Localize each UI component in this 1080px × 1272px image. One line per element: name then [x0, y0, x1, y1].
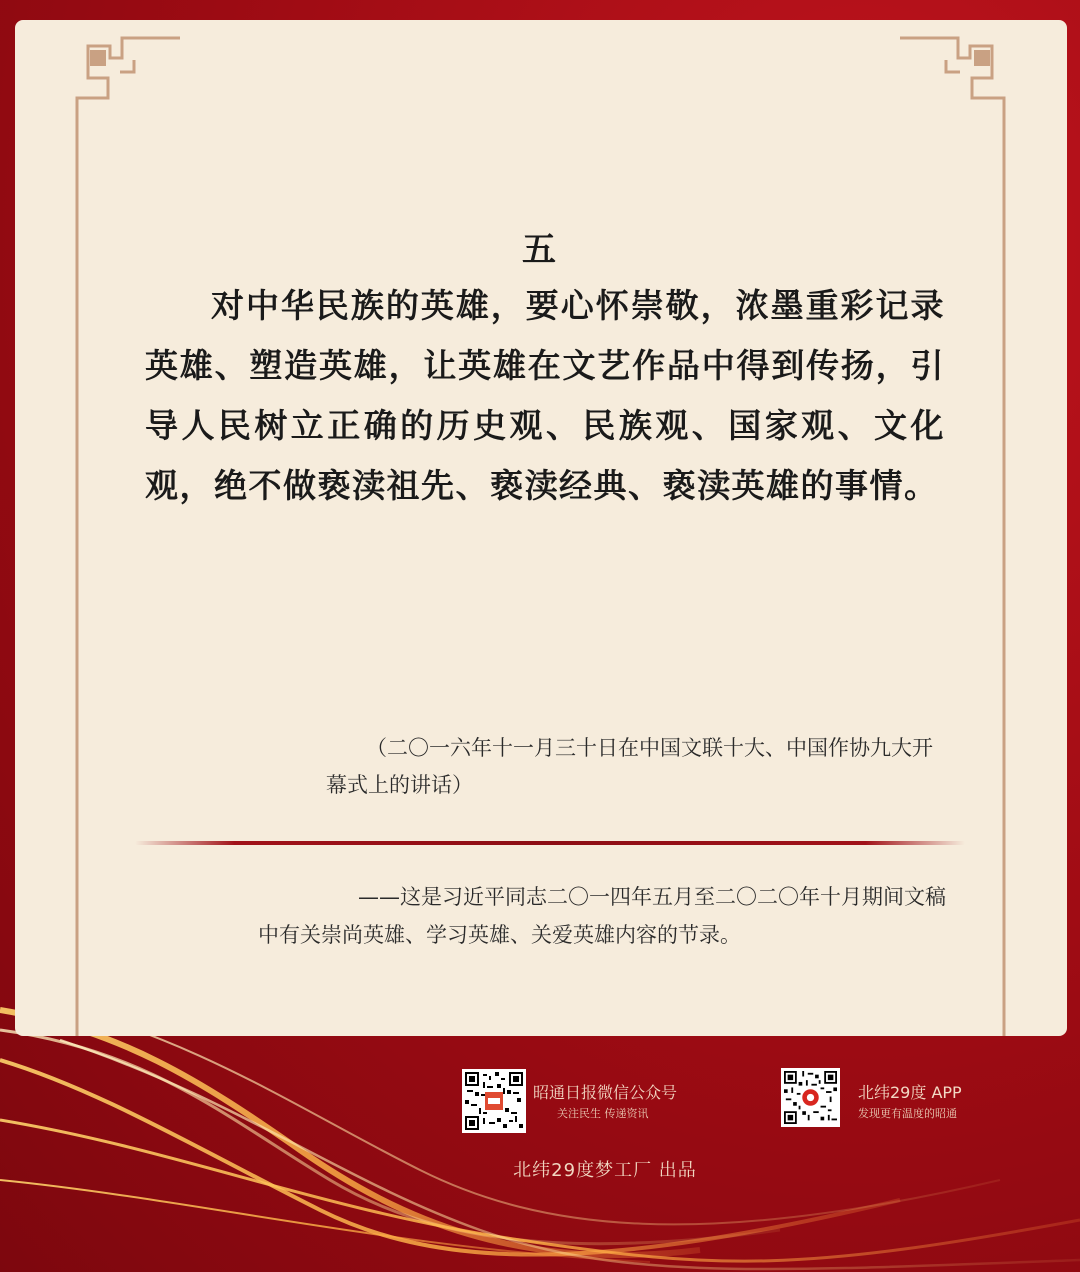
- footnote: ——这是习近平同志二〇一四年五月至二〇二〇年十月期间文稿中有关崇尚英雄、学习英雄、关爱英雄内容的节录。: [258, 885, 946, 947]
- qr-code-icon: [781, 1068, 840, 1127]
- qr-left-subtitle: 关注民生 传递资讯: [557, 1107, 649, 1120]
- section-heading: 五: [522, 230, 558, 270]
- quote-source: （二〇一六年十一月三十日在中国文联十大、中国作协九大开幕式上的讲话）: [326, 736, 933, 797]
- qr-right-subtitle: 发现更有温度的昭通: [858, 1107, 957, 1120]
- qr-code-icon: [462, 1069, 526, 1133]
- production-credit: 北纬29度梦工厂 出品: [513, 1160, 697, 1181]
- divider: [135, 841, 965, 845]
- qr-right-title: 北纬29度 APP: [858, 1083, 962, 1102]
- qr-left-title: 昭通日报微信公众号: [533, 1083, 678, 1102]
- quote-body: 对中华民族的英雄，要心怀崇敬，浓墨重彩记录英雄、塑造英雄，让英雄在文艺作品中得到传扬，引导人民树立正确的历史观、民族观、国家观、文化观，绝不做亵渎祖先、亵渎经典、亵渎英雄的事情。: [145, 286, 945, 505]
